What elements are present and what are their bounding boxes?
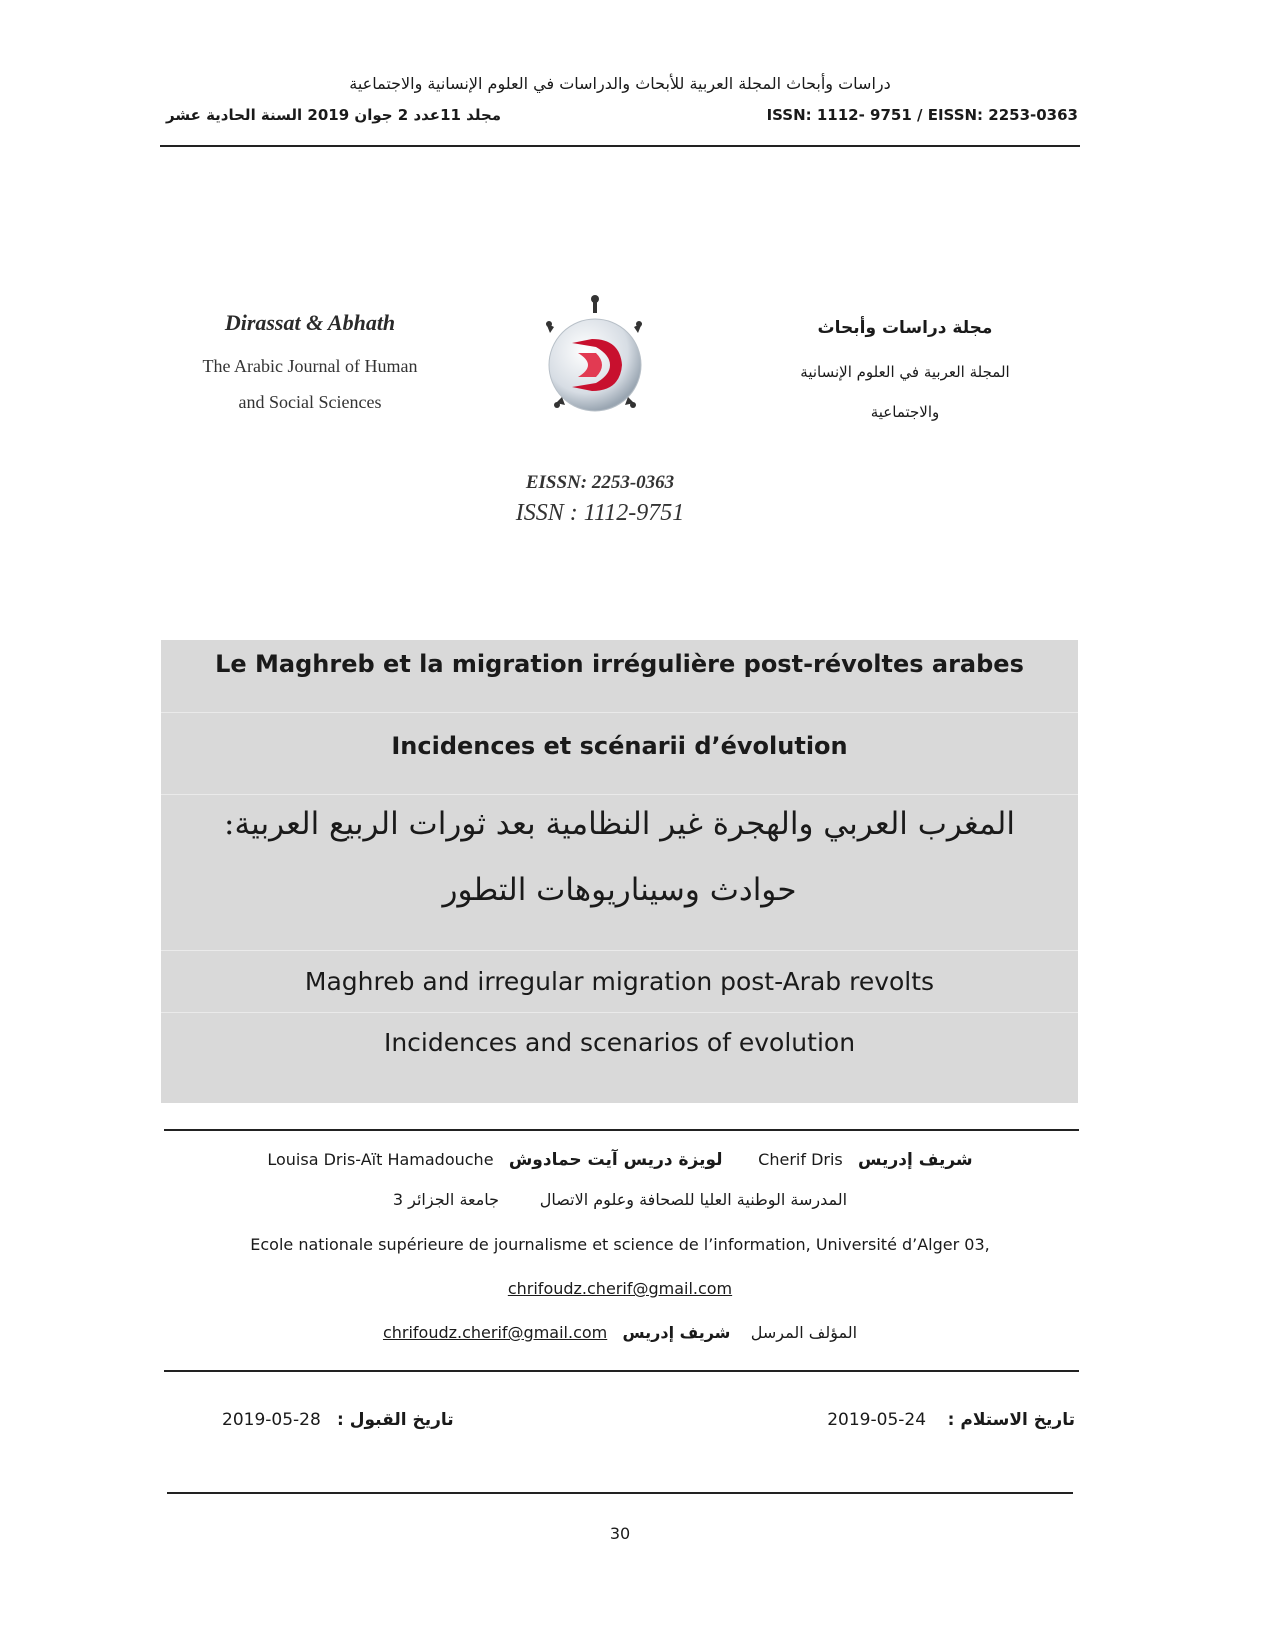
title-french-line-2: Incidences et scénarii d’évolution bbox=[391, 732, 848, 760]
author-line bbox=[180, 1150, 1060, 1170]
institution-arabic bbox=[180, 1190, 1060, 1209]
institution-arabic-school: المدرسة الوطنية العليا للصحافة وعلوم الاتصال bbox=[539, 1190, 848, 1209]
logo-eissn: EISSN: 2253-0363 bbox=[525, 472, 675, 493]
received-date bbox=[827, 1410, 1075, 1430]
corresponding-author-label: المؤلف المرسل bbox=[750, 1323, 858, 1342]
logo-ar-subtitle-1: المجلة العربية في العلوم الإنسانية bbox=[800, 363, 1010, 381]
received-date-label: تاريخ الاستلام : bbox=[947, 1410, 1075, 1430]
authors-bottom-rule bbox=[164, 1370, 1079, 1372]
accepted-date-label: تاريخ القبول : bbox=[337, 1410, 454, 1430]
institution-french: Ecole nationale supérieure de journalisme et science de l’information, Université d’Alger 03, bbox=[250, 1235, 990, 1254]
title-english-line-2: Incidences and scenarios of evolution bbox=[383, 1028, 856, 1057]
logo-en-subtitle-2: and Social Sciences bbox=[238, 392, 382, 412]
author-1-arabic: شريف إدريس bbox=[858, 1150, 973, 1170]
logo-ar-title: مجلة دراسات وأبحاث bbox=[817, 318, 993, 338]
journal-issn-header: ISSN: 1112- 9751 / EISSN: 2253-0363 bbox=[766, 106, 1078, 124]
title-separator bbox=[161, 1012, 1078, 1013]
logo-ar-subtitle-2: والاجتماعية bbox=[870, 403, 940, 421]
author-email-link[interactable]: chrifoudz.cherif@gmail.com bbox=[507, 1279, 733, 1298]
journal-header-title: دراسات وأبحاث المجلة العربية للأبحاث والدراسات في العلوم الإنسانية والاجتماعية bbox=[349, 74, 891, 93]
footer-rule bbox=[167, 1492, 1073, 1494]
title-arabic-line-2: حوادث وسيناريوهات التطور bbox=[442, 872, 797, 908]
corresponding-author-name: شريف إدريس bbox=[622, 1323, 731, 1342]
title-french-line-1: Le Maghreb et la migration irrégulière post-révoltes arabes bbox=[215, 650, 1024, 678]
title-separator bbox=[161, 712, 1078, 713]
authors-top-rule bbox=[164, 1129, 1079, 1131]
author-2-arabic: لويزة دريس آيت حمادوش bbox=[508, 1150, 723, 1170]
logo-en-subtitle-1: The Arabic Journal of Human bbox=[202, 356, 418, 376]
journal-logo-english bbox=[180, 310, 440, 420]
journal-volume-info: مجلد 11عدد 2 جوان 2019 السنة الحادية عشر bbox=[166, 106, 502, 124]
title-english-line-1: Maghreb and irregular migration post-Arab revolts bbox=[304, 967, 935, 996]
header-rule bbox=[160, 145, 1080, 147]
journal-emblem-icon bbox=[530, 295, 660, 425]
journal-logo-arabic bbox=[760, 318, 1050, 432]
page-number: 30 bbox=[609, 1524, 631, 1543]
title-separator bbox=[161, 950, 1078, 951]
logo-en-title: Dirassat & Abhath bbox=[224, 310, 396, 335]
title-separator bbox=[161, 794, 1078, 795]
received-date-value: 2019-05-24 bbox=[827, 1410, 927, 1430]
institution-arabic-university: جامعة الجزائر 3 bbox=[392, 1190, 500, 1209]
author-email-line bbox=[180, 1279, 1060, 1298]
author-2-latin: Louisa Dris-Aït Hamadouche bbox=[267, 1150, 494, 1169]
accepted-date-value: 2019-05-28 bbox=[222, 1410, 321, 1430]
title-arabic-line-1: المغرب العربي والهجرة غير النظامية بعد ثورات الربيع العربية: bbox=[224, 806, 1015, 842]
title-box bbox=[161, 640, 1078, 1103]
logo-issn: ISSN : 1112-9751 bbox=[515, 500, 685, 526]
author-1-latin: Cherif Dris bbox=[758, 1150, 843, 1169]
corresponding-author-email-link[interactable]: chrifoudz.cherif@gmail.com bbox=[382, 1323, 608, 1342]
corresponding-author-line bbox=[180, 1323, 1060, 1342]
accepted-date bbox=[222, 1410, 454, 1430]
